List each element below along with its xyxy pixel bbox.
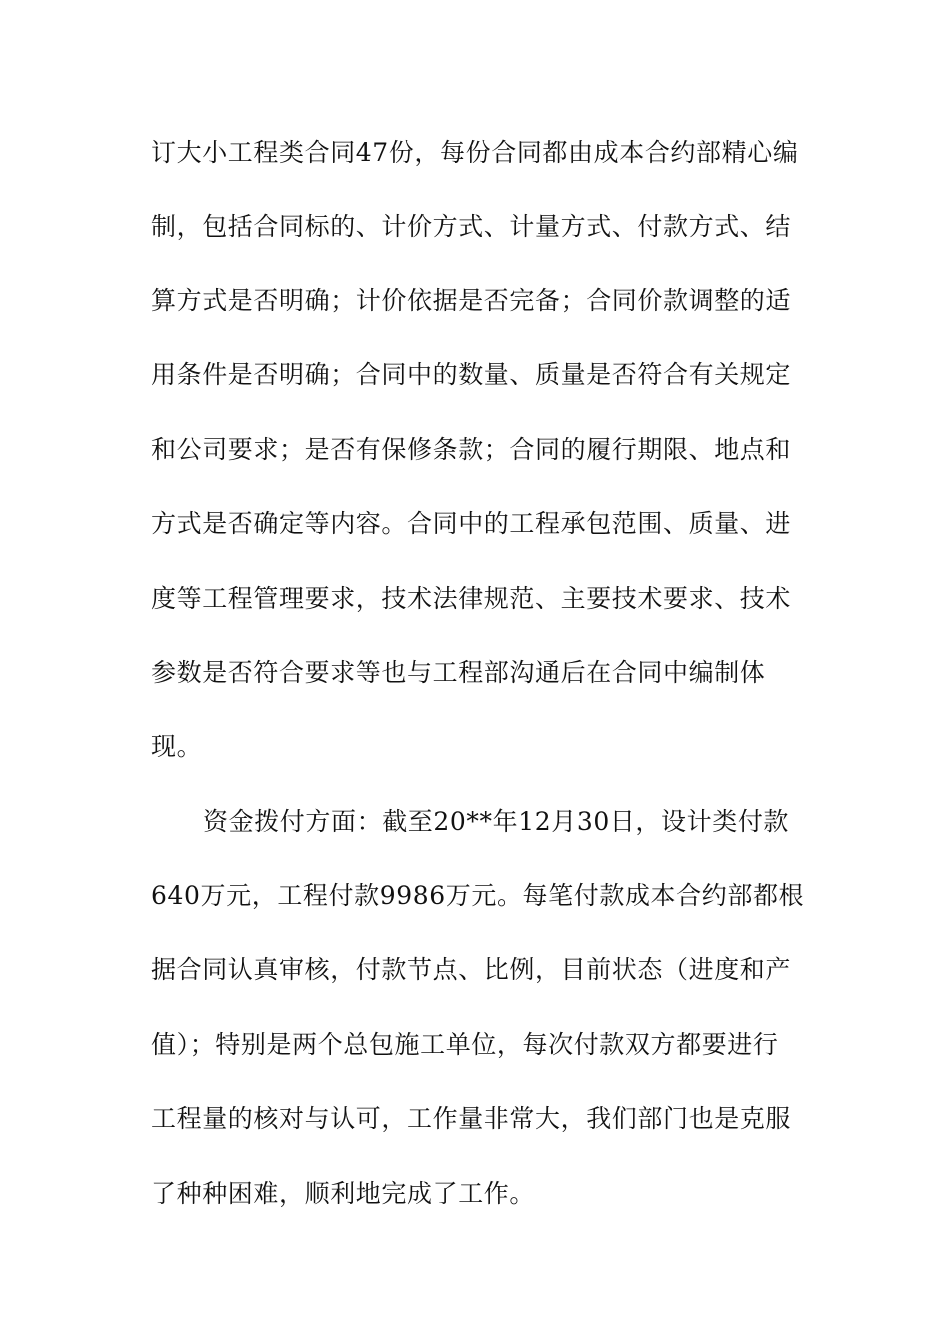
paragraph-1-line-8: 参数是否符合要求等也与工程部沟通后在合同中编制体 (151, 658, 766, 687)
paragraph-1-line-3: 算方式是否明确；计价依据是否完备；合同价款调整的适 (151, 286, 792, 315)
paragraph-1-line-2: 制，包括合同标的、计价方式、计量方式、付款方式、结 (151, 212, 792, 241)
paragraph-2-line-2: 640万元，工程付款9986万元。每笔付款成本合约部都根 (151, 881, 805, 910)
paragraph-1-line-6: 方式是否确定等内容。合同中的工程承包范围、质量、进 (151, 509, 792, 538)
paragraph-1-line-5: 和公司要求；是否有保修条款；合同的履行期限、地点和 (151, 435, 792, 464)
paragraph-2-line-5: 工程量的核对与认可，工作量非常大，我们部门也是克服 (151, 1104, 792, 1133)
paragraph-1-line-1: 订大小工程类合同47份，每份合同都由成本合约部精心编 (151, 138, 799, 167)
paragraph-2-line-4: 值）；特别是两个总包施工单位，每次付款双方都要进行 (151, 1030, 779, 1059)
paragraph-1-line-4: 用条件是否明确；合同中的数量、质量是否符合有关规定 (151, 360, 792, 389)
paragraph-2-line-6: 了种种困难，顺利地完成了工作。 (151, 1179, 536, 1208)
paragraph-1-line-7: 度等工程管理要求，技术法律规范、主要技术要求、技术 (151, 584, 792, 613)
paragraph-2-line-1: 资金拨付方面：截至20**年12月30日，设计类付款 (203, 807, 790, 836)
paragraph-2-line-3: 据合同认真审核，付款节点、比例，目前状态（进度和产 (151, 955, 792, 984)
paragraph-1-line-9: 现。 (151, 732, 203, 761)
